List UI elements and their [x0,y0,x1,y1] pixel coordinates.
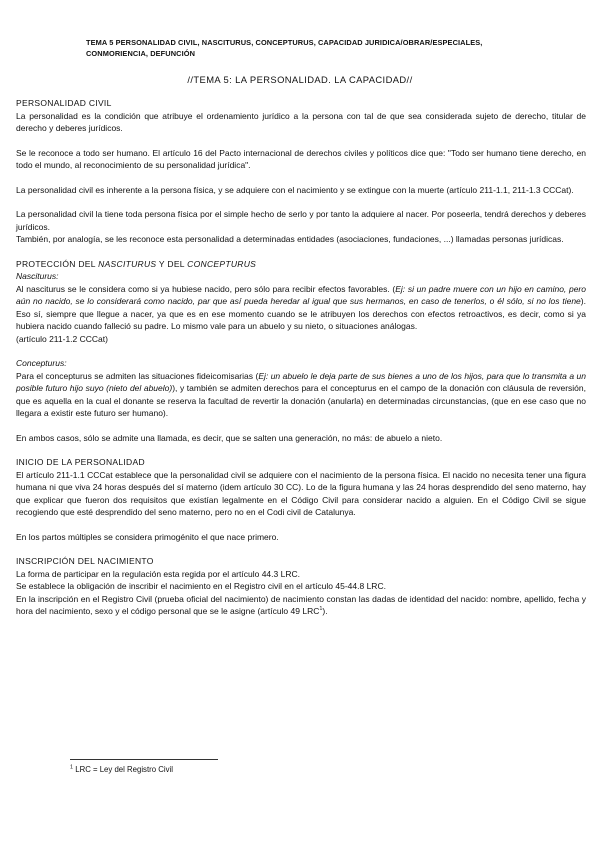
paragraph-personalidad-2: Se le reconoce a todo ser humano. El artículo 16 del Pacto internacional de derechos civiles y políticos dice que: "Todo ser humano tiene derecho, en todo el mundo, al reconocimiento de su personalidad jurídica". [16,147,586,170]
document-body [16,97,586,618]
nasciturus-text-a: Al nasciturus se le considera como si ya hubiese nacido, pero sólo para recibir efectos favorables. ( [16,283,396,294]
paragraph-inscripcion-2: Se establece la obligación de inscribir el nacimiento en el Registro civil en el artículo 45-44.8 LRC. [16,581,386,591]
heading-proteccion [16,258,586,271]
heading-proteccion-part-a: PROTECCIÓN DEL [16,258,99,269]
heading-inicio-personalidad: INICIO DE LA PERSONALIDAD [16,457,145,467]
footnote-text: LRC = Ley del Registro Civil [73,765,173,774]
footnote-separator [70,759,218,760]
heading-proteccion-nasciturus: NASCITURUS [98,258,157,269]
inscripcion-text-end: ). [322,606,328,616]
concepturus-example: Ej: un abuelo le deja parte de sus bienes a uno de los hijos, para que lo transmita a un posible futuro hijo suyo (nieto del abuelo) [16,370,587,393]
footnote-reference: 1 [319,606,323,613]
paragraph-personalidad-1: La personalidad es la condición que atribuye el ordenamiento jurídico a la persona con tal de que sea considerada sujeto de derecho, titular de derecho y deberes jurídicos. [16,110,586,133]
subheading-nasciturus: Nasciturus: [16,271,59,281]
header-line-2: CONMORIENCIA, DEFUNCIÓN [86,49,196,58]
document-header [86,37,526,59]
header-line-1: TEMA 5 PERSONALIDAD CIVIL, NASCITURUS, CONCEPTURUS, CAPACIDAD JURIDICA/OBRAR/ESPECIALES, [86,38,483,47]
paragraph-personalidad-4: La personalidad civil la tiene toda persona física por el simple hecho de serlo y por tanto la adquiere al nacer. Por poseerla, tendrá derechos y deberes jurídicos. [16,209,586,232]
nasciturus-example: Ej: si un padre muere con un hijo en camino, pero aún no nacido, se lo considerará como nacido, par que así pueda heredar al igual que sus hermanos, en caso de tenerlos, o él sólo, si no los tiene [16,283,586,306]
concepturus-text-b: ), y también se admiten derechos para el concepturus en el campo de la donación con cláusula de reversión, que es aquella en la cual el donante se reserva la facultad de revertir la donación (anularla) en determinadas circunstancias, (que en ese caso que no llegara a existir este futuro ser humano). [16,383,586,418]
paragraph-personalidad-5: También, por analogía, se les reconoce esta personalidad a determinadas entidades (asociaciones, fundaciones, ...) llamadas personas jurídicas. [16,234,564,244]
heading-personalidad-civil: PERSONALIDAD CIVIL [16,98,112,108]
heading-proteccion-part-c: Y DEL [156,258,188,269]
paragraph-concepturus [16,370,586,420]
paragraph-personalidad-3: La personalidad civil es inherente a la persona física, y se adquiere con el nacimiento y se extingue con la muerte (artículo 211-1.1, 211-1.3 CCCat). [16,184,574,195]
paragraph-ambos-casos: En ambos casos, sólo se admite una llamada, es decir, que se salten una generación, no más: de abuelo a nieto. [16,432,443,443]
nasciturus-text-b: ). Eso sí, siempre que llegue a nacer, ya que es en ese momento cuando se le atribuyen los derechos con efectos retroactivos, es decir, como si ya hubiera nacido cuando falleció su padre. Lo mismo vale para un abuelo y su nieto, o situaciones análogas. [16,296,586,331]
concepturus-text-a: Para el concepturus se admiten las situaciones fideicomisarias ( [16,370,259,381]
paragraph-inicio-2: En los partos múltiples se considera primogénito el que nace primero. [16,531,279,542]
heading-proteccion-concepturus: CONCEPTURUS [187,258,257,269]
footnote-mark: 1 [70,764,74,771]
paragraph-nasciturus [16,283,586,333]
nasciturus-reference: (artículo 211-1.2 CCCat) [16,333,108,344]
heading-inscripcion-nacimiento: INSCRIPCIÓN DEL NACIMIENTO [16,556,154,566]
page-title: //TEMA 5: LA PERSONALIDAD. LA CAPACIDAD// [187,74,413,85]
inscripcion-text: En la inscripción en el Registro Civil (prueba oficial del nacimiento) de nacimiento constan las dadas de identidad del nacido: nombre, apellido, fecha y hora del nacimiento, sexo y el código personal que se le asigne (artículo 49 LRC [16,593,586,616]
paragraph-inicio-1: El artículo 211-1.1 CCCat establece que la personalidad civil se adquiere con el nacimiento de la persona física. El nacido no necesita tener una figura humana ni que viva 24 horas después del sí materno (idem artículo 30 CC). Lo de la figura humana y las 24 horas desprendido del seno materno, hay que explicar que fueron dos requisitos que existían legalmente en el Código Civil para considerar nacido a alguien. En el Código Civil se sigue recogiendo que esté desprendido del seno materno, pero no en el Codi civil de Catalunya. [16,469,586,517]
paragraph-inscripcion-1: La forma de participar en la regulación esta regida por el artículo 44.3 LRC. [16,568,300,579]
paragraph-inscripcion-3 [16,593,586,618]
subheading-concepturus: Concepturus: [16,358,67,368]
footnote [70,765,173,774]
